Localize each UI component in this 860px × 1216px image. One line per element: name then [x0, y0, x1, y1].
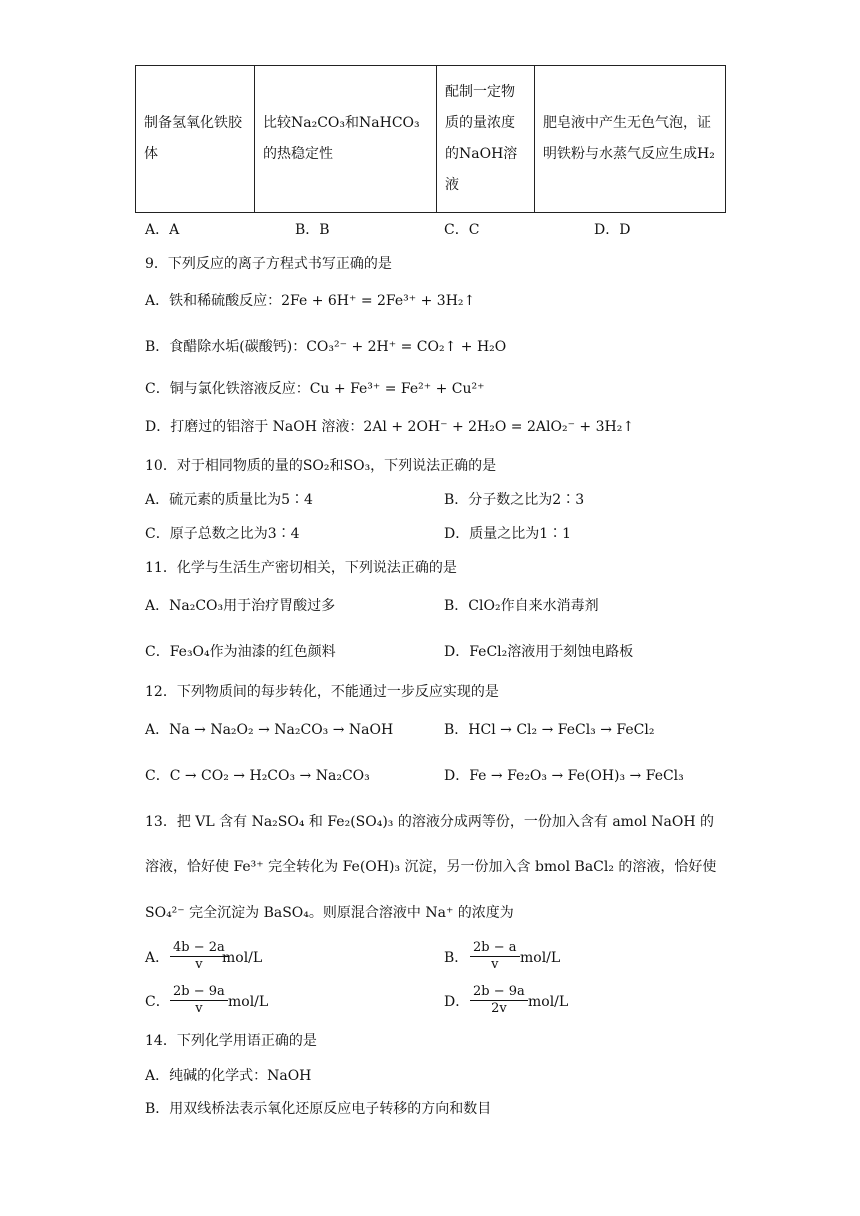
q11-stem: 11．化学与生活生产密切相关，下列说法正确的是 [145, 560, 457, 576]
table-cell-1: 制备氢氧化铁胶体 [136, 66, 255, 213]
q12-option-a: A．Na → Na₂O₂ → Na₂CO₃ → NaOH [145, 722, 394, 738]
q13-option-c-numerator: 2b − 9a [170, 984, 228, 1001]
q12-option-b: B．HCl → Cl₂ → FeCl₃ → FeCl₂ [444, 722, 655, 738]
q9-stem: 9．下列反应的离子方程式书写正确的是 [145, 256, 392, 272]
q13-option-d-numerator: 2b − 9a [470, 984, 528, 1001]
q10-option-a: A．硫元素的质量比为5∶4 [145, 492, 313, 508]
q13-option-a-fraction [170, 940, 228, 974]
q13-option-c-fraction [170, 984, 228, 1018]
q13-stem-line-1: 13．把 VL 含有 Na₂SO₄ 和 Fe₂(SO₄)₃ 的溶液分成两等份，一份加入含有 amol NaOH 的 [145, 814, 715, 830]
table-cell-4: 肥皂液中产生无色气泡，证明铁粉与水蒸气反应生成H₂ [535, 66, 726, 213]
q8-option-d: D．D [594, 222, 631, 238]
apparatus-table [135, 65, 726, 213]
q13-option-d-fraction [470, 984, 528, 1018]
q9-option-b: B．食醋除水垢(碳酸钙)：CO₃²⁻ + 2H⁺ = CO₂↑ + H₂O [145, 339, 507, 355]
q11-option-b: B．ClO₂作自来水消毒剂 [444, 598, 599, 614]
q11-option-a: A．Na₂CO₃用于治疗胃酸过多 [145, 598, 336, 614]
q13-option-b-fraction [470, 940, 520, 974]
q13-option-a-numerator: 4b − 2a [170, 940, 228, 957]
q13-option-d-label: D． [444, 994, 470, 1010]
q13-option-a-denominator: v [195, 957, 203, 973]
q10-option-b: B．分子数之比为2∶3 [444, 492, 585, 508]
q11-option-d: D．FeCl₂溶液用于刻蚀电路板 [444, 644, 634, 660]
q12-option-c: C．C → CO₂ → H₂CO₃ → Na₂CO₃ [145, 768, 370, 784]
q13-stem-line-3: SO₄²⁻ 完全沉淀为 BaSO₄。则原混合溶液中 Na⁺ 的浓度为 [145, 905, 514, 921]
q8-option-a: A．A [145, 222, 180, 238]
q11-option-c: C．Fe₃O₄作为油漆的红色颜料 [145, 644, 336, 660]
q10-option-c: C．原子总数之比为3∶4 [145, 526, 300, 542]
q13-option-a-unit: mol/L [222, 950, 263, 966]
q10-option-d: D．质量之比为1∶1 [444, 526, 572, 542]
q13-option-b-label: B． [444, 950, 469, 966]
q13-option-c-label: C． [145, 994, 170, 1010]
table-cell-2: 比较Na₂CO₃和NaHCO₃的热稳定性 [255, 66, 437, 213]
q13-option-d-unit: mol/L [528, 994, 569, 1010]
q9-option-d: D．打磨过的铝溶于 NaOH 溶液：2Al + 2OH⁻ + 2H₂O = 2AlO₂⁻ + 3H₂↑ [145, 419, 635, 435]
q14-stem: 14．下列化学用语正确的是 [145, 1033, 317, 1049]
q12-option-d: D．Fe → Fe₂O₃ → Fe(OH)₃ → FeCl₃ [444, 768, 684, 784]
table-cell-3: 配制一定物质的量浓度的NaOH溶液 [437, 66, 535, 213]
q13-option-b-unit: mol/L [520, 950, 561, 966]
q13-option-b-denominator: v [491, 957, 499, 973]
q14-option-a: A．纯碱的化学式：NaOH [145, 1068, 312, 1084]
q10-stem: 10．对于相同物质的量的SO₂和SO₃，下列说法正确的是 [145, 458, 497, 474]
q13-option-c-denominator: v [195, 1001, 203, 1017]
q13-option-b-numerator: 2b − a [470, 940, 520, 957]
q9-option-c: C．铜与氯化铁溶液反应：Cu + Fe³⁺ = Fe²⁺ + Cu²⁺ [145, 381, 485, 397]
q13-option-a-label: A． [145, 950, 170, 966]
q9-option-a: A．铁和稀硫酸反应：2Fe + 6H⁺ = 2Fe³⁺ + 3H₂↑ [145, 293, 476, 309]
q14-option-b: B．用双线桥法表示氧化还原反应电子转移的方向和数目 [145, 1101, 492, 1117]
q13-option-c-unit: mol/L [228, 994, 269, 1010]
q12-stem: 12．下列物质间的每步转化，不能通过一步反应实现的是 [145, 684, 499, 700]
q13-option-d-denominator: 2v [491, 1001, 507, 1017]
q8-option-b: B．B [295, 222, 330, 238]
q8-option-c: C．C [444, 222, 480, 238]
q13-stem-line-2: 溶液，恰好使 Fe³⁺ 完全转化为 Fe(OH)₃ 沉淀，另一份加入含 bmol BaCl₂ 的溶液，恰好使 [145, 859, 717, 875]
